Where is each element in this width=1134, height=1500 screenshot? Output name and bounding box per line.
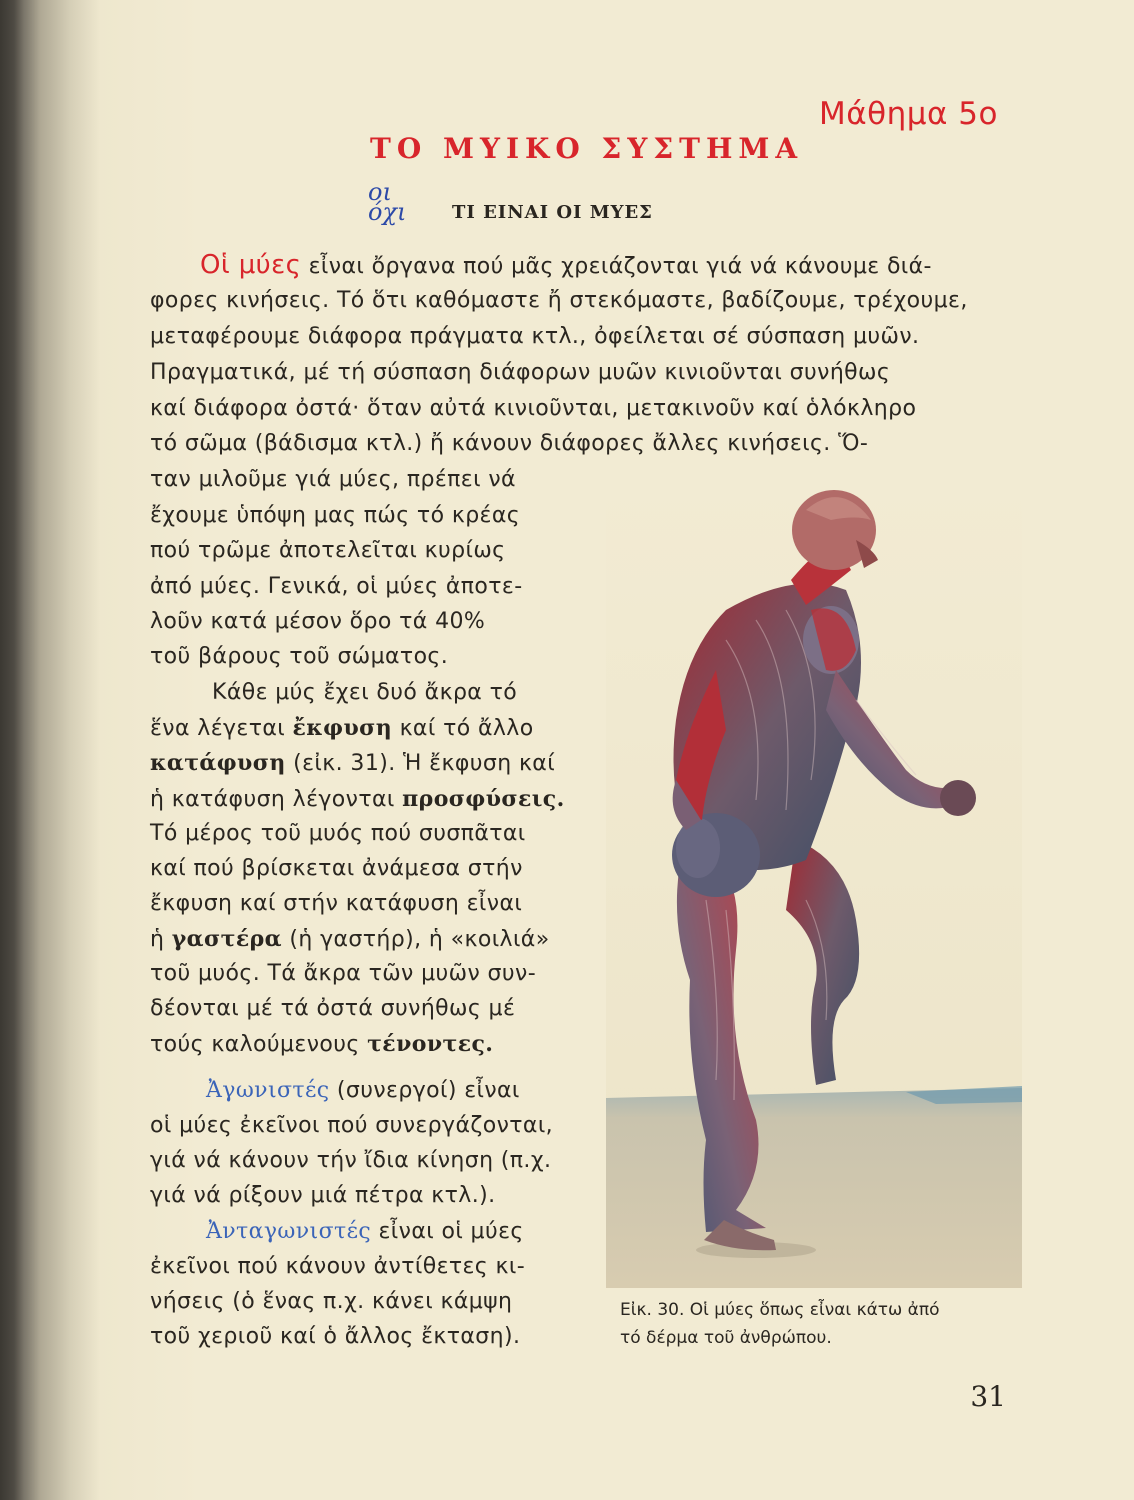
paragraph-line: νήσεις (ὁ ἕνας π.χ. κάνει κάμψη bbox=[150, 1289, 513, 1314]
paragraph-line: καί διάφορα ὀστά· ὅταν αὐτά κινιοῦνται, μετακινοῦν καί ὁλόκληρο bbox=[150, 396, 917, 421]
section-subtitle: ΤΙ ΕΙΝΑΙ ΟΙ ΜΥΕΣ bbox=[452, 202, 653, 223]
term-antagonistes: Ἀνταγωνιστές bbox=[206, 1219, 372, 1244]
paragraph-line: τοῦ μυός. Τά ἄκρα τῶν μυῶν συν- bbox=[150, 961, 537, 986]
term-prosfyseis: προσφύσεις. bbox=[402, 786, 565, 812]
paragraph-line: πού τρῶμε ἀποτελεῖται κυρίως bbox=[150, 538, 506, 563]
paragraph-line: ἡ κατάφυση λέγονται προσφύσεις. bbox=[150, 786, 565, 812]
paragraph-line: ταν μιλοῦμε γιά μύες, πρέπει νά bbox=[150, 467, 516, 492]
paragraph-line: Ἀνταγωνιστές εἶναι οἱ μύες bbox=[206, 1219, 524, 1244]
figure-caption bbox=[620, 1296, 1020, 1352]
paragraph-line: φορες κινήσεις. Τό ὅτι καθόμαστε ἤ στεκόμαστε, βαδίζουμε, τρέχουμε, bbox=[150, 288, 968, 313]
term-tenontes: τένοντες. bbox=[367, 1031, 494, 1057]
figure-running-muscle-man bbox=[606, 480, 1022, 1288]
caption-line: τό δέρμα τοῦ ἀνθρώπου. bbox=[620, 1328, 832, 1348]
term-katafysi: κατάφυση bbox=[150, 750, 286, 776]
paragraph-line: ἀπό μύες. Γενικά, οἱ μύες ἀποτε- bbox=[150, 574, 523, 599]
paragraph-line: ἔκφυση καί στήν κατάφυση εἶναι bbox=[150, 891, 523, 916]
book-spine-shadow bbox=[0, 0, 100, 1500]
paragraph-line: Τό μέρος τοῦ μυός πού συσπᾶται bbox=[150, 821, 526, 846]
term-agonistes: Ἀγωνιστές bbox=[206, 1078, 330, 1103]
paragraph-line: κατάφυση (εἰκ. 31). Ἡ ἔκφυση καί bbox=[150, 750, 556, 776]
paragraph-line: τοῦ βάρους τοῦ σώματος. bbox=[150, 644, 449, 669]
paragraph-line: δέονται μέ τά ὀστά συνήθως μέ bbox=[150, 996, 516, 1021]
paragraph-line: γιά νά ρίξουν μιά πέτρα κτλ.). bbox=[150, 1183, 496, 1208]
paragraph-line: Οἱ μύες εἶναι ὄργανα πού μᾶς χρειάζονται γιά νά κάνουμε διά- bbox=[200, 250, 932, 280]
chapter-title: ΤΟ ΜΥΙΚΟ ΣΥΣΤΗΜΑ bbox=[370, 132, 804, 165]
paragraph-line: ἡ γαστέρα (ἡ γαστήρ), ἡ «κοιλιά» bbox=[150, 926, 550, 952]
paragraph-line: οἱ μύες ἐκεῖνοι πού συνεργάζονται, bbox=[150, 1113, 554, 1138]
lesson-number: Μάθημα 5ο bbox=[819, 96, 998, 132]
paragraph-line: ἕνα λέγεται ἔκφυση καί τό ἄλλο bbox=[150, 715, 534, 741]
paragraph-line: τούς καλούμενους τένοντες. bbox=[150, 1031, 494, 1057]
page-number: 31 bbox=[970, 1380, 1006, 1413]
paragraph-line: Κάθε μύς ἔχει δυό ἄκρα τό bbox=[212, 680, 518, 705]
paragraph-line: τό σῶμα (βάδισμα κτλ.) ἤ κάνουν διάφορες ἄλλες κινήσεις. Ὅ- bbox=[150, 431, 869, 456]
paragraph-line: ἔχουμε ὑπόψη μας πώς τό κρέας bbox=[150, 503, 521, 528]
paragraph-line: μεταφέρουμε διάφορα πράγματα κτλ., ὀφείλεται σέ σύσπαση μυῶν. bbox=[150, 324, 920, 349]
paragraph-line: ἐκεῖνοι πού κάνουν ἀντίθετες κι- bbox=[150, 1254, 526, 1279]
caption-line: Εἰκ. 30. Οἱ μύες ὅπως εἶναι κάτω ἀπό bbox=[620, 1300, 940, 1320]
paragraph-line: Ἀγωνιστές (συνεργοί) εἶναι bbox=[206, 1078, 520, 1103]
lead-term: Οἱ μύες bbox=[200, 250, 302, 280]
paragraph-line: Πραγματικά, μέ τή σύσπαση διάφορων μυῶν κινιοῦνται συνήθως bbox=[150, 360, 891, 385]
term-gastera: γαστέρα bbox=[171, 926, 282, 952]
term-ekfysi: ἔκφυση bbox=[292, 715, 393, 741]
paragraph-line: λοῦν κατά μέσον ὅρο τά 40% bbox=[150, 609, 486, 634]
paragraph-line: γιά νά κάνουν τήν ἴδια κίνηση (π.χ. bbox=[150, 1148, 552, 1173]
paragraph-line: καί πού βρίσκεται ἀνάμεσα στήν bbox=[150, 856, 523, 881]
handwritten-note: οι όχι bbox=[368, 178, 407, 226]
paragraph-line: τοῦ χεριοῦ καί ὁ ἄλλος ἔκταση). bbox=[150, 1324, 521, 1349]
